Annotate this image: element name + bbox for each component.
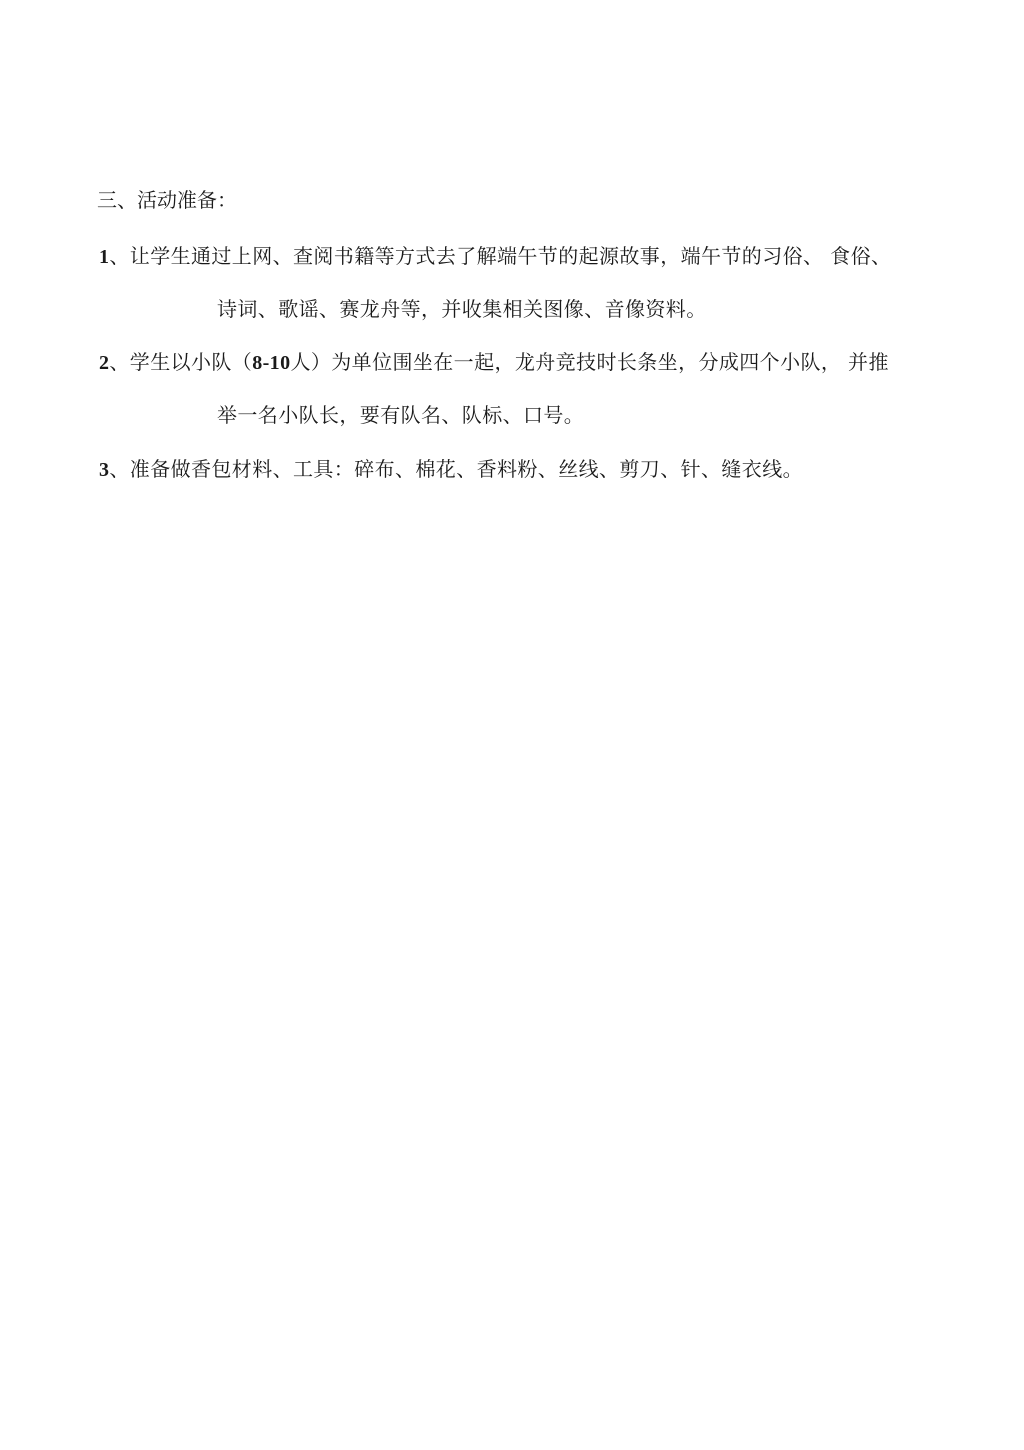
list-item-3-number: 3 — [99, 459, 110, 481]
list-item-2-text-pre: 、学生以小队（ — [109, 350, 253, 374]
list-item-1-line-2: 诗词、歌谣、赛龙舟等，并收集相关图像、音像资料。 — [217, 297, 707, 321]
list-item-3-text: 、准备做香包材料、工具：碎布、棉花、香料粉、丝线、剪刀、针、缝衣线。 — [109, 457, 804, 481]
section-heading: 三、活动准备： — [97, 188, 237, 212]
list-item-2-range: 8-10 — [252, 352, 291, 374]
list-item-2-number: 2 — [99, 352, 110, 374]
list-item-2-line-2: 举一名小队长，要有队名、队标、口号。 — [217, 403, 585, 427]
list-item-1-line-1 — [99, 242, 891, 271]
list-item-2-text-post: 人）为单位围坐在一起，龙舟竞技时长条坐，分成四个小队， 并推 — [290, 350, 889, 374]
list-item-3-line-1 — [99, 455, 803, 484]
list-item-1-number: 1 — [99, 246, 110, 268]
list-item-1-text: 、让学生通过上网、查阅书籍等方式去了解端午节的起源故事，端午节的习俗、 食俗、 — [109, 244, 892, 268]
list-item-2-line-1 — [99, 348, 889, 377]
